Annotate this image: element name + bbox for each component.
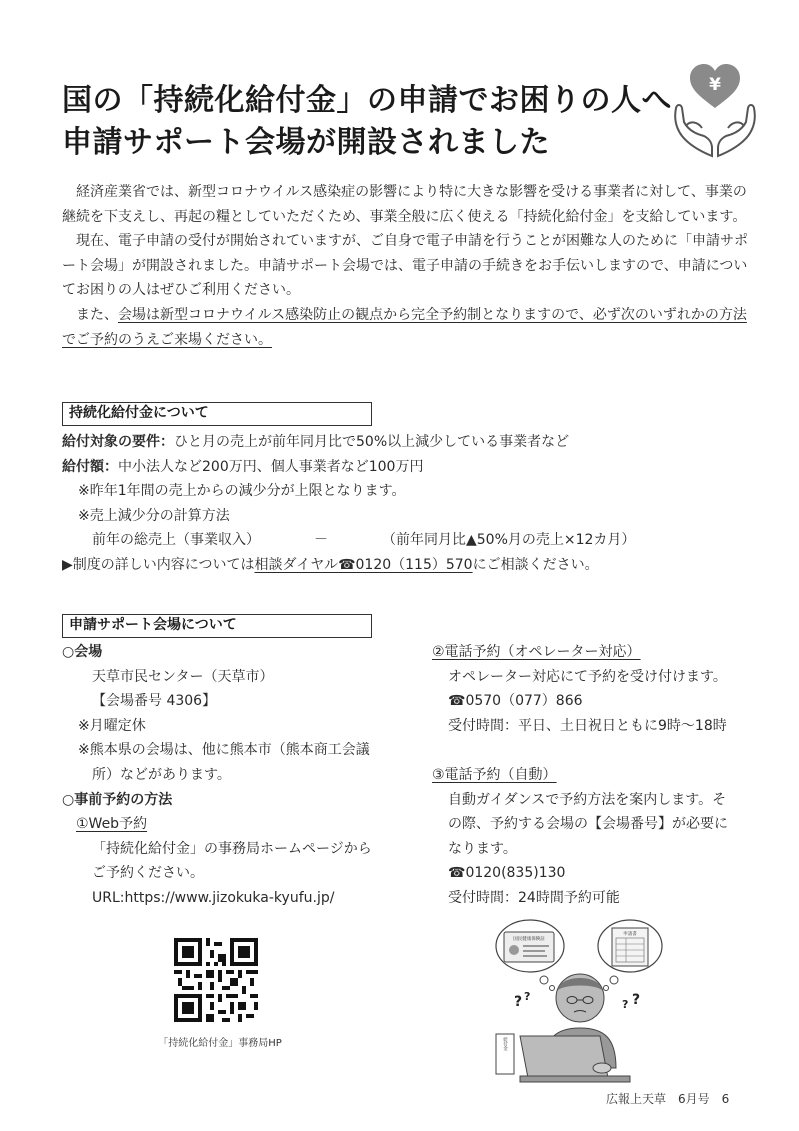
consult-tail: にご相談ください。 bbox=[472, 556, 599, 573]
note-calculation: ※売上減少分の計算方法 bbox=[78, 507, 230, 524]
phone-auto-title: ③電話予約（自動） bbox=[432, 766, 557, 783]
svg-text:?: ? bbox=[632, 992, 641, 1008]
other-venues-note-2: 所）などがあります。 bbox=[92, 766, 231, 783]
envelope-label: 給付金 bbox=[502, 1037, 508, 1051]
phone-reservation-column bbox=[432, 640, 762, 911]
phone-auto-text-3: なります。 bbox=[448, 840, 517, 857]
reservation-notice: 会場は新型コロナウイルス感染防止の観点から完全予約制となりますので、必ず次のいずれかの方法でご予約のうえご来場ください。 bbox=[62, 306, 747, 348]
calculation-formula bbox=[62, 528, 752, 553]
page-footer bbox=[606, 1090, 741, 1107]
section-heading-subsidy: 持続化給付金について bbox=[62, 402, 372, 426]
web-reservation-title: ①Web予約 bbox=[76, 816, 148, 833]
amount-label: 給付額： bbox=[62, 458, 118, 475]
closed-day-note: ※月曜定休 bbox=[78, 717, 146, 734]
amount-text: 中小法人など200万円、個人事業者など100万円 bbox=[118, 458, 424, 475]
title-line-1: 国の「持続化給付金」の申請でお困りの人へ bbox=[62, 83, 672, 118]
formula-left: 前年の総売上（事業収入） bbox=[92, 532, 260, 549]
phone-auto-number: ☎0120(835)130 bbox=[448, 865, 566, 882]
qr-code[interactable] bbox=[174, 938, 258, 1022]
amount-row bbox=[62, 455, 752, 480]
intro-p3-lead: また、 bbox=[76, 306, 118, 323]
phone-operator-title: ②電話予約（オペレーター対応） bbox=[432, 644, 641, 660]
subsidy-details bbox=[62, 430, 752, 578]
web-reservation-text-1: 「持続化給付金」の事務局ホームページから bbox=[92, 840, 372, 857]
intro-paragraph-3 bbox=[62, 303, 750, 352]
venue-column bbox=[62, 640, 412, 911]
intro-paragraph-1: 経済産業省では、新型コロナウイルス感染症の影響により特に大きな影響を受ける事業者に対して、事業の継続を下支えし、再起の糧としていただくため、事業全般に広く使える「持続化給付金」を支給しています。 bbox=[62, 184, 747, 225]
note-upper-limit: ※昨年1年間の売上からの減少分が上限となります。 bbox=[78, 483, 406, 500]
phone-operator-number: ☎0570（077）866 bbox=[448, 693, 583, 710]
qr-caption: 「持続化給付金」事務局HP bbox=[158, 1038, 282, 1049]
publication-name: 広報上天草 bbox=[606, 1092, 667, 1106]
card-label: 国民健康保険証 bbox=[513, 937, 545, 942]
svg-text:?: ? bbox=[514, 994, 523, 1010]
svg-text:¥: ¥ bbox=[709, 75, 721, 95]
phone-auto-text-1: 自動ガイダンスで予約方法を案内します。そ bbox=[448, 791, 727, 808]
reservation-method-title: ○事前予約の方法 bbox=[62, 791, 173, 808]
venue-number: 【会場番号 4306】 bbox=[92, 693, 217, 710]
web-reservation-url[interactable]: URL:https://www.jizokuka-kyufu.jp/ bbox=[92, 889, 335, 906]
intro-text bbox=[62, 180, 750, 352]
confused-person-illustration bbox=[490, 918, 670, 1086]
section-heading-support-venue: 申請サポート会場について bbox=[62, 614, 372, 638]
consult-lead: ▶制度の詳しい内容については bbox=[62, 556, 255, 573]
requirement-text: ひと月の売上が前年同月比で50%以上減少している事業者など bbox=[174, 434, 570, 450]
svg-text:?: ? bbox=[524, 990, 531, 1003]
consultation-row bbox=[62, 553, 752, 578]
phone-operator-hours: 受付時間：平日、土日祝日ともに9時～18時 bbox=[448, 717, 727, 734]
phone-operator-text: オペレーター対応にて予約を受け付けます。 bbox=[448, 668, 727, 685]
other-venues-note-1: ※熊本県の会場は、他に熊本市（熊本商工会議 bbox=[78, 742, 370, 759]
intro-paragraph-2: 現在、電子申請の受付が開始されていますが、ご自身で電子申請を行うことが困難な人のために「申請サポート会場」が開設されました。申請サポート会場では、電子申請の手続きをお手伝いしますので、申請についてお困りの人はぜひご利用ください。 bbox=[62, 233, 748, 299]
title-line-2: 申請サポート会場が開設されました bbox=[62, 125, 550, 160]
requirement-label: 給付対象の要件： bbox=[62, 434, 174, 450]
formula-minus: － bbox=[314, 532, 328, 549]
venue-name: 天草市民センター（天草市） bbox=[92, 668, 274, 685]
consultation-dial-link[interactable]: 相談ダイヤル☎0120（115）570 bbox=[254, 556, 473, 573]
svg-text:?: ? bbox=[622, 998, 629, 1011]
requirement-row bbox=[62, 430, 752, 455]
formula-right: （前年同月比▲50%月の売上×12カ月） bbox=[382, 532, 636, 549]
issue-label: 6月号 bbox=[678, 1092, 710, 1106]
phone-auto-text-2: の際、予約する会場の【会場番号】が必要に bbox=[448, 816, 728, 833]
page-title bbox=[62, 80, 702, 164]
page-number: 6 bbox=[721, 1092, 730, 1106]
phone-auto-hours: 受付時間：24時間予約可能 bbox=[448, 889, 620, 906]
venue-title: ○会場 bbox=[62, 644, 103, 660]
web-reservation-text-2: ご予約ください。 bbox=[92, 865, 204, 882]
form-label: 申請書 bbox=[623, 932, 637, 937]
yen-heart-hands-icon bbox=[672, 64, 758, 160]
